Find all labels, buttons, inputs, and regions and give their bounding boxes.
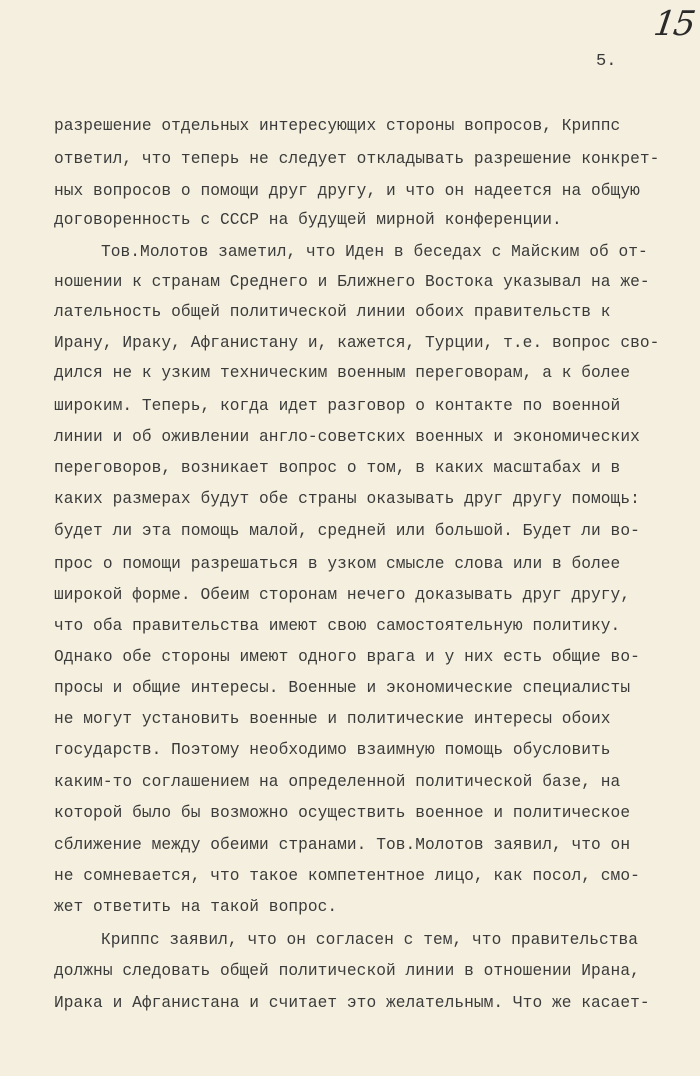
text-line: линии и об оживлении англо-советских военных и экономических: [54, 428, 640, 446]
text-line: сближение между обеими странами. Тов.Молотов заявил, что он: [54, 836, 631, 854]
text-line: разрешение отдельных интересующих стороны вопросов, Криппс: [54, 117, 621, 135]
text-line: лательность общей политической линии обоих правительств к: [54, 303, 611, 321]
text-line: широким. Теперь, когда идет разговор о контакте по военной: [54, 397, 621, 415]
text-line: ношении к странам Среднего и Ближнего Востока указывал на же-: [54, 273, 650, 291]
text-line: будет ли эта помощь малой, средней или большой. Будет ли во-: [54, 522, 640, 540]
text-line: Ирану, Ираку, Афганистану и, кажется, Турции, т.е. вопрос сво-: [54, 334, 660, 352]
text-line: каким-то соглашением на определенной политической базе, на: [54, 773, 621, 791]
text-line: Однако обе стороны имеют одного врага и у них есть общие во-: [54, 648, 640, 666]
page-number: 5.: [596, 52, 617, 71]
handwritten-page-mark: 15: [651, 4, 697, 44]
text-line: ответил, что теперь не следует откладывать разрешение конкрет-: [54, 150, 660, 168]
text-line: переговоров, возникает вопрос о том, в каких масштабах и в: [54, 459, 621, 477]
text-line: Криппс заявил, что он согласен с тем, что правительства: [101, 931, 639, 949]
text-line: Ирака и Афганистана и считает это желательным. Что же касает-: [54, 994, 650, 1012]
text-line: не сомневается, что такое компетентное лицо, как посол, смо-: [54, 867, 640, 885]
text-line: дился не к узким техническим военным переговорам, а к более: [54, 364, 631, 382]
text-line: широкой форме. Обеим сторонам нечего доказывать друг другу,: [54, 586, 631, 604]
text-line: ных вопросов о помощи друг другу, и что он надеется на общую: [54, 182, 640, 200]
text-line: жет ответить на такой вопрос.: [54, 898, 338, 916]
text-line: государств. Поэтому необходимо взаимную помощь обусловить: [54, 741, 611, 759]
text-line: прос о помощи разрешаться в узком смысле слова или в более: [54, 555, 621, 573]
text-line: не могут установить военные и политические интересы обоих: [54, 710, 611, 728]
text-line: Тов.Молотов заметил, что Иден в беседах с Майским об от-: [101, 243, 648, 261]
text-line: что оба правительства имеют свою самостоятельную политику.: [54, 617, 621, 635]
text-line: должны следовать общей политической линии в отношении Ирана,: [54, 962, 640, 980]
text-line: каких размерах будут обе страны оказывать друг другу помощь:: [54, 490, 640, 508]
text-line: просы и общие интересы. Военные и экономические специалисты: [54, 679, 631, 697]
text-line: договоренность с СССР на будущей мирной конференции.: [54, 211, 562, 229]
text-line: которой было бы возможно осуществить военное и политическое: [54, 804, 631, 822]
